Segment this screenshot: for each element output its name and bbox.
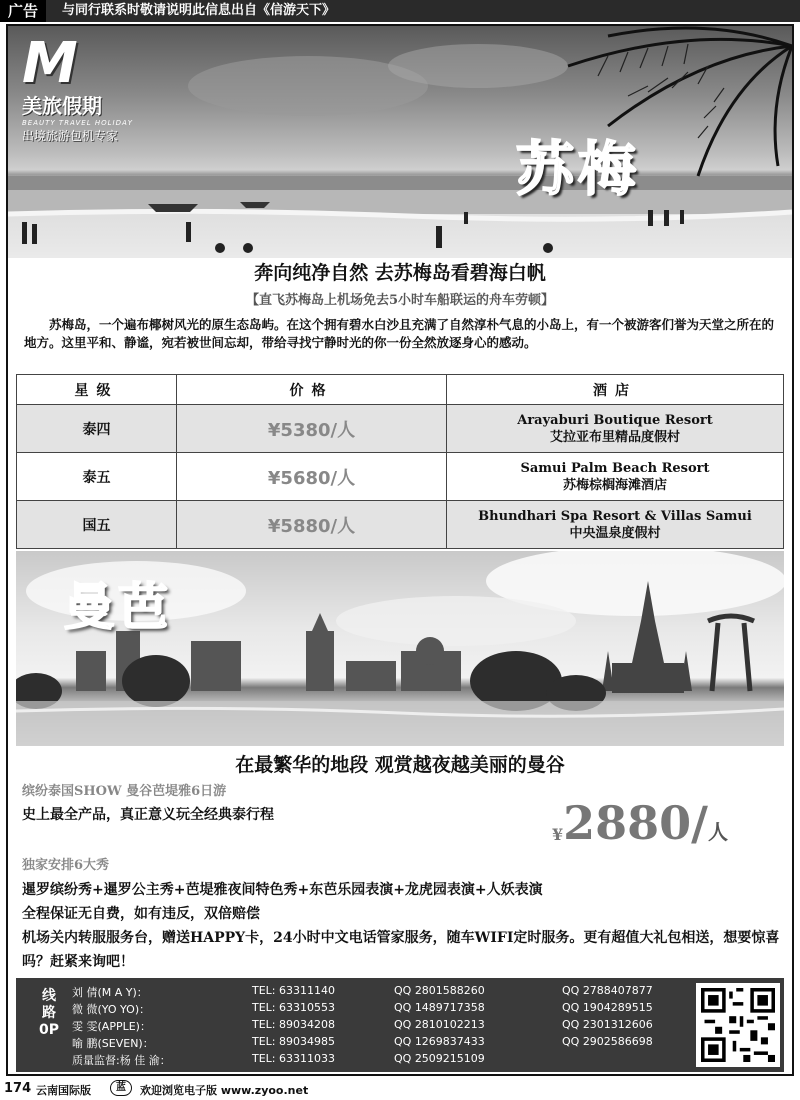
- grade-cell: 泰四: [17, 405, 177, 453]
- contact-qq: QQ 2801588260: [394, 984, 485, 997]
- hotel-name-cn: 苏梅棕榈海滩酒店: [562, 477, 667, 493]
- line-label: 线路0P: [38, 988, 59, 1038]
- contact-qq: QQ 2509215109: [394, 1052, 485, 1065]
- brand-tagline: 出境旅游包机专家: [22, 129, 119, 143]
- contact-tel: TEL: 63310553: [252, 1001, 335, 1014]
- tour-highlights: [22, 878, 782, 974]
- contact-tel: TEL: 89034985: [252, 1035, 335, 1048]
- price-amount: 2880/: [563, 796, 708, 850]
- website-link[interactable]: 欢迎浏览电子版 www.zyoo.net: [140, 1084, 309, 1097]
- ad-frame: [6, 24, 794, 1076]
- brand-logo: [22, 31, 192, 144]
- table-row: [17, 501, 784, 549]
- table-row: [17, 405, 784, 453]
- hotel-cell: [447, 453, 784, 501]
- grade-cell: 国五: [17, 501, 177, 549]
- price-cell: ¥5380/人: [177, 405, 447, 453]
- tour-price: [552, 796, 728, 850]
- brand-name-cn: 美旅假期: [22, 94, 102, 118]
- hotel-name-cn: 艾拉亚布里精品度假村: [549, 429, 680, 445]
- tour-title: 缤纷泰国SHOW 曼谷芭堤雅6日游: [22, 784, 227, 799]
- bangkok-skyline-photo: [16, 551, 784, 746]
- samui-headline: 奔向纯净自然 去苏梅岛看碧海白帆: [254, 262, 546, 284]
- top-banner: [0, 0, 800, 22]
- hotel-cell: [447, 405, 784, 453]
- samui-title: 苏梅: [516, 135, 641, 203]
- samui-intro: 苏梅岛，一个遍布椰树风光的原生态岛屿。在这个拥有碧水白沙且充满了自然淳朴气息的小岛上，有一个被游客们誉为天堂之所在的地方。这里平和、静谧，宛若被世间忘却，带给寻找宁静时光的你一份全然放逐身心的感动。: [24, 317, 775, 350]
- contact-qq: QQ 1489717358: [394, 1001, 485, 1014]
- contact-qq: QQ 2810102213: [394, 1018, 485, 1031]
- price-currency: ¥: [552, 825, 564, 844]
- edition-badge: 蓝: [110, 1080, 132, 1096]
- contact-qq: QQ 1904289515: [562, 1001, 653, 1014]
- shows-heading: 独家安排6大秀: [22, 858, 110, 873]
- hotel-name-en: Bhundhari Spa Resort & Villas Samui: [478, 508, 752, 524]
- contact-qq: QQ 2902586698: [562, 1035, 653, 1048]
- samui-beach-photo: [8, 26, 792, 258]
- hotel-name-cn: 中央温泉度假村: [569, 525, 661, 541]
- contact-name: 质量监督:杨 佳 渝：: [72, 1054, 171, 1067]
- tour-description: 史上最全产品，真正意义玩全经典泰行程: [22, 807, 274, 823]
- logo-mark: M: [22, 31, 74, 96]
- price-cell: ¥5880/人: [177, 501, 447, 549]
- col-price-header: 价格: [177, 375, 447, 405]
- grade-cell: 泰五: [17, 453, 177, 501]
- services-text: 机场关内转服服务台，赠送HAPPY卡，24小时中文电话管家服务，随车WIFI定时服务。更有超值大礼包相送，想要惊喜吗？赶紧来询吧！: [22, 930, 780, 970]
- qr-code-icon: [696, 983, 780, 1067]
- qr-code-pattern: [701, 988, 775, 1062]
- contact-name: 喻 鹏(SEVEN)：: [72, 1037, 154, 1050]
- bangkok-headline: 在最繁华的地段 观赏越夜越美丽的曼谷: [235, 754, 565, 776]
- contact-tel: TEL: 63311033: [252, 1052, 335, 1065]
- magazine-edition: 云南国际版: [36, 1084, 91, 1097]
- contact-qq: QQ 2788407877: [562, 984, 653, 997]
- ad-tag: 广告: [0, 0, 46, 22]
- brand-name-en: BEAUTY TRAVEL HOLIDAY: [22, 119, 134, 127]
- hotel-cell: [447, 501, 784, 549]
- bangkok-pattaya-title: 曼芭: [64, 578, 172, 636]
- price-unit: 人: [707, 820, 728, 844]
- table-row: [17, 453, 784, 501]
- contact-tel: TEL: 63311140: [252, 984, 335, 997]
- col-grade-header: 星级: [17, 375, 177, 405]
- contact-qq: QQ 2301312606: [562, 1018, 653, 1031]
- price-cell: ¥5680/人: [177, 453, 447, 501]
- contact-name: 微 微(YO YO)：: [72, 1003, 151, 1016]
- hotel-name-en: Samui Palm Beach Resort: [520, 460, 710, 476]
- hotel-price-table: [16, 374, 784, 549]
- contact-qq: QQ 1269837433: [394, 1035, 485, 1048]
- contact-tel: TEL: 89034208: [252, 1018, 335, 1031]
- page-number: 174: [4, 1081, 32, 1096]
- shows-list: 暹罗缤纷秀+暹罗公主秀+芭堤雅夜间特色秀+东芭乐园表演+龙虎园表演+人妖表演: [22, 882, 543, 898]
- guarantee-text: 全程保证无自费，如有违反，双倍赔偿: [22, 906, 260, 922]
- page-footer: [0, 1078, 800, 1100]
- samui-subline: 【直飞苏梅岛上机场免去5小时车船联运的舟车劳顿】: [245, 293, 555, 308]
- contact-name: 雯 雯(APPLE)：: [72, 1020, 151, 1033]
- source-notice: 与同行联系时敬请说明此信息出自《信游天下》: [62, 3, 336, 18]
- contact-name: 刘 倩(M A Y)：: [72, 986, 148, 999]
- hotel-name-en: Arayaburi Boutique Resort: [517, 412, 713, 428]
- col-hotel-header: 酒店: [447, 375, 784, 405]
- contact-panel: [16, 978, 784, 1072]
- table-header-row: [17, 375, 784, 405]
